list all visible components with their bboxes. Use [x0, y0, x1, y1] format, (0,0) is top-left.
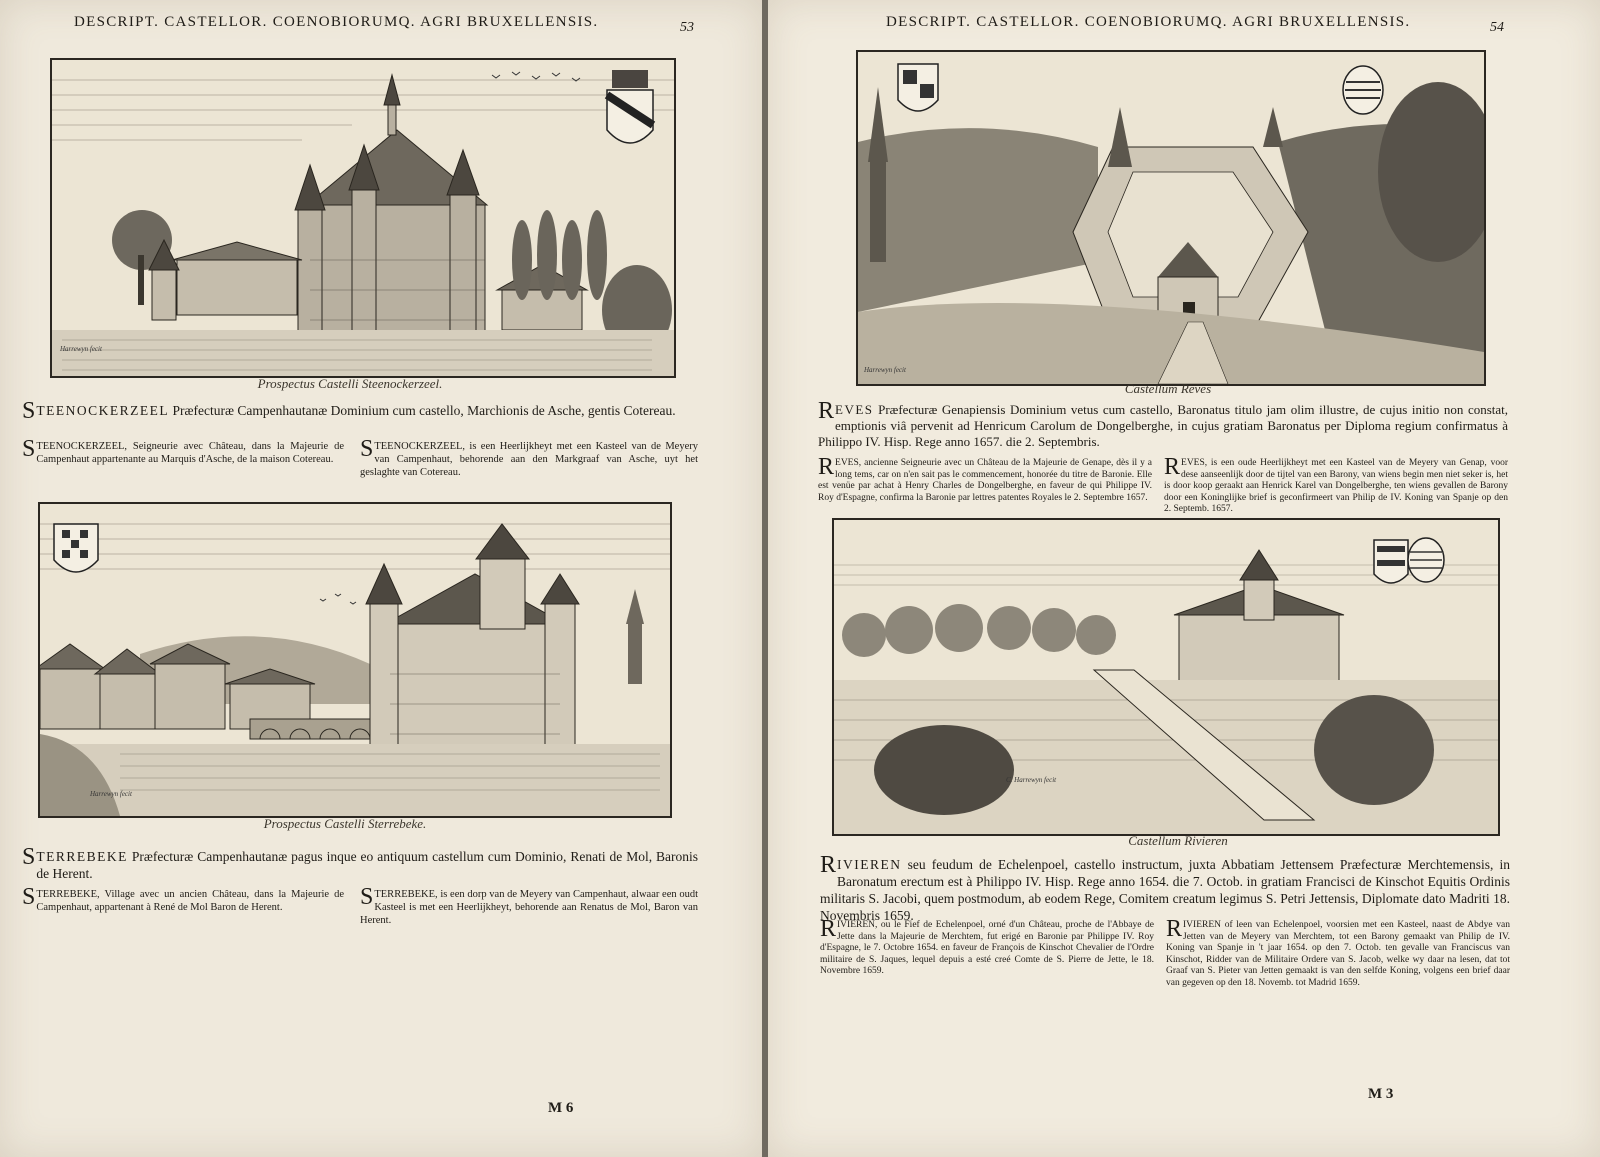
french-entry: STERREBEKE, Village avec un ancien Château, dans la Majeurie de Campenhaut, appartenant à René de Mol Baron de Herent. — [22, 884, 344, 913]
coat-of-arms-icon — [54, 524, 98, 572]
engraving-reves — [858, 52, 1484, 384]
dutch-entry: STEENOCKERZEEL, is een Heerlijkheyt met een Kasteel van de Meyery van Campenhaut, behorende aan den Markgraaf van Asche, uyt het geslaghte van Cotereau. — [360, 436, 698, 478]
dutch-entry: RIVIEREN of leen van Echelenpoel, voorsien met een Kasteel, naast de Abdye van Jetten van de Meyery van Merchtem, tot een Barony gemaakt van Philip de IV. Koning van Spanje in 't jaar 1654. op den 7. Octob. ten gevalle van Franciscus van Kinschot, Ridder van de Militaire Ordere van S. Jacob, welke wy daar na lesen, dat tot Graaf van S. Pieter van Jetten gemaakt is van den selfde Koning, volgens een brief daar van gegeven op den 18. Novemb. tot Madrid 1659. — [1166, 916, 1510, 988]
engraver-signature: Harrewyn fecit — [864, 366, 906, 374]
running-head: DESCRIPT. CASTELLOR. COENOBIORUMQ. AGRI BRUXELLENSIS. — [74, 14, 599, 30]
engraver-signature: Harrewyn fecit — [90, 790, 132, 798]
engraving-rivieren — [834, 520, 1498, 834]
running-head: DESCRIPT. CASTELLOR. COENOBIORUMQ. AGRI BRUXELLENSIS. — [886, 14, 1411, 30]
plate-steenockerzeel — [50, 58, 676, 378]
plate-rivieren — [832, 518, 1500, 836]
dutch-entry: REVES, is een oude Heerlijkheyt met een Kasteel van de Meyery van Genap, voor dese aanseenlijk door de tijtel van een Barony, van wiens begin men niet seker is, het is door koop geraakt aan Henrick Karel van Dongelberghe, ten wiens gevallen de Barony door een Koninglijke brief is geconfirmeert van Philip de IV. Koning van Spanje op den 2. Septemb. 1657. — [1164, 454, 1508, 514]
page-number: 54 — [1490, 20, 1504, 35]
engraver-signature: Harrewyn fecit — [60, 345, 102, 353]
signature-mark: M 6 — [548, 1100, 574, 1116]
plate-caption: Prospectus Castelli Steenockerzeel. — [257, 376, 443, 391]
plate-caption: Prospectus Castelli Sterrebeke. — [263, 816, 427, 831]
dutch-entry: STERREBEKE, is een dorp van de Meyery van Campenhaut, alwaar een oudt Kasteel is met een Heerlijkheyt, behorende aan Renatus de Mol, Baron van Herent. — [360, 884, 698, 926]
french-entry: STEENOCKERZEEL, Seigneurie avec Château, dans la Majeurie de Campenhaut appartenante au Marquis d'Asche, de la maison Cotereau. — [22, 436, 344, 465]
plate-caption: Castellum Reves — [1124, 381, 1212, 396]
coat-of-arms-icon — [1343, 66, 1383, 114]
latin-entry: REVES Præfecturæ Genapiensis Dominium vetus cum castello, Baronatus titulo jam olim illustre, de cujus initio non constat, emptionis viâ pervenit ad Henricum Carolum de Dongelberghe, in cujus gratiam Baronatus per Diploma regium confirmatus à Philippo IV. Hisp. Rege anno 1657. die 2. Septembris. — [818, 398, 1509, 449]
french-entry: RIVIEREN, ou le Fief de Echelenpoel, orné d'un Château, proche de l'Abbaye de Jette dans la Majeurie de Merchtem, fut erigé en Baronie par Philippe IV. Roy d'Espagne, le 7. Octobre 1654. en faveur de François de Kinschot Chevalier de l'Ordre militaire de S. Jaques, lequel depuis a esté creé Comte de S. Pierre de Jette, le 18. Novembre 1659. — [820, 916, 1154, 976]
french-entry: REVES, ancienne Seigneurie avec un Château de la Majeurie de Genape, dès il y a long tems, car on n'en sait pas le commencement, honorée du titre de Baronie. Elle est venüe par achat à Henry Charles de Dongelberghe, en faveur de qui Philippe IV. Roy d'Espagne, confirma la Baronie par lettres patentes Royales le 2. Septembre 1657. — [818, 454, 1152, 503]
right-page — [768, 0, 1600, 1157]
signature-mark: M 3 — [1368, 1086, 1394, 1102]
latin-entry: RIVIEREN seu feudum de Echelenpoel, castello instructum, juxta Abbatiam Jettensem Præfecturæ Merchtemensis, in Baronatum erectum est à Philippo IV. Hisp. Rege anno 1654. die 7. Octob. in gratiam Francisci de Kinschot Equitis Ordinis militaris S. Jacobi, quem postmodum, ab eodem Rege, Comitem creatum legimus S. Petri Jettensis, Diplomate dato Madriti 18. Novembris 1659. — [820, 852, 1510, 923]
plate-caption: Castellum Rivieren — [1128, 833, 1228, 848]
plate-sterrebeke — [38, 502, 672, 818]
plate-reves — [856, 50, 1486, 386]
coat-of-arms-icon — [898, 64, 938, 111]
engraver-signature: C. Harrewyn fecit — [1006, 776, 1057, 784]
latin-entry: STEENOCKERZEEL Præfecturæ Campenhautanæ Dominium cum castello, Marchionis de Asche, gentis Cotereau. — [22, 398, 676, 424]
engraving-steenockerzeel — [52, 60, 674, 376]
latin-entry: STERREBEKE Præfecturæ Campenhautanæ pagus inque eo antiquum castellum cum Dominio, Renati de Mol, Baronis de Herent. — [22, 844, 699, 881]
engraving-sterrebeke — [40, 504, 670, 816]
coat-of-arms-icon — [607, 70, 653, 143]
page-number: 53 — [680, 20, 694, 35]
left-page — [0, 0, 762, 1157]
